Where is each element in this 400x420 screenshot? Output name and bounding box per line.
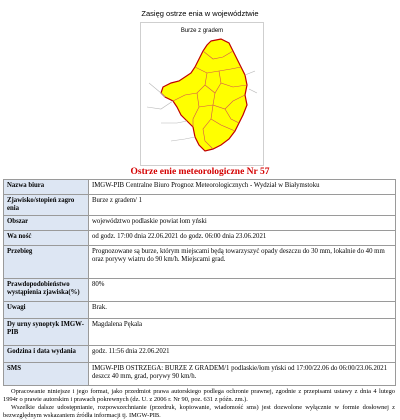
row-value: IMGW-PIB Centralne Biuro Prognoz Meteorologicznych - Wydział w Białymstoku	[89, 180, 396, 195]
row-value: IMGW-PIB OSTRZEGA: BURZE Z GRADEM/1 podlaskie/łom yński od 17:00/22.06 do 06:00/23.06.2021 deszcz 40 mm, grad, porywy 90 km/h.	[89, 363, 396, 386]
page-title: Zasięg ostrze enia w województwie	[141, 9, 259, 18]
table-row	[4, 216, 396, 231]
row-value: Prognozowane są burze, którym miejscami będą towarzyszyć opady deszczu do 30 mm, lokalnie do 40 mm oraz porywy wiatru do 90 km/h. Miejscami grad.	[89, 246, 396, 279]
row-value: 80%	[89, 279, 396, 302]
row-value: Burze z gradem/ 1	[89, 195, 396, 216]
copyright-paragraph: Opracowanie niniejsze i jego format, jako przedmiot prawa autorskiego podlega ochronie prawnej, zgodnie z przepisami ustawy z dnia 4 lutego 1994r o prawie autorskim i prawach pokrewnych (dz. U. z 2006 r. Nr 90, poz. 631 z późn. zm.).	[3, 388, 395, 403]
row-value: od godz. 17:00 dnia 22.06.2021 do godz. 06:00 dnia 23.06.2021	[89, 231, 396, 246]
copyright-notice	[3, 388, 395, 420]
row-label: Dy urny synoptyk IMGW-PIB	[4, 319, 89, 346]
table-row	[4, 302, 396, 319]
redistribution-paragraph: Wszelkie dalsze udostępnianie, rozpowszechnianie (przedruk, kopiowanie, wiadomość sms) jest dozwolone wyłącznie w formie dosłownej z bezwzględnym wskazaniem źródła informacji tj. IMGW-PIB.	[3, 404, 395, 419]
table-row	[4, 195, 396, 216]
table-row	[4, 346, 396, 363]
row-label: Nazwa biura	[4, 180, 89, 195]
row-value: Magdalena Pękala	[89, 319, 396, 346]
table-row	[4, 279, 396, 302]
row-label: Przebieg	[4, 246, 89, 279]
row-value: godz. 11:56 dnia 22.06.2021	[89, 346, 396, 363]
row-label: Wa ność	[4, 231, 89, 246]
row-label: SMS	[4, 363, 89, 386]
table-row	[4, 363, 396, 386]
map-caption: Burze z gradem	[180, 28, 224, 34]
row-label: Godzina i data wydania	[4, 346, 89, 363]
row-label: Obszar	[4, 216, 89, 231]
row-label: Prawdopodobieństwo wystąpienia zjawiska(%)	[4, 279, 89, 302]
row-value: Brak.	[89, 302, 396, 319]
warning-details-table	[3, 179, 396, 386]
warning-title: Ostrze enie meteorologiczne Nr 57	[130, 167, 270, 177]
row-label: Uwagi	[4, 302, 89, 319]
table-row	[4, 231, 396, 246]
warning-map	[140, 22, 264, 166]
table-row	[4, 246, 396, 279]
row-label: Zjawisko/stopień zagro enia	[4, 195, 89, 216]
table-row	[4, 319, 396, 346]
voivodeship-map	[141, 23, 263, 165]
table-row	[4, 180, 396, 195]
row-value: województwo podlaskie powiat łom yński	[89, 216, 396, 231]
